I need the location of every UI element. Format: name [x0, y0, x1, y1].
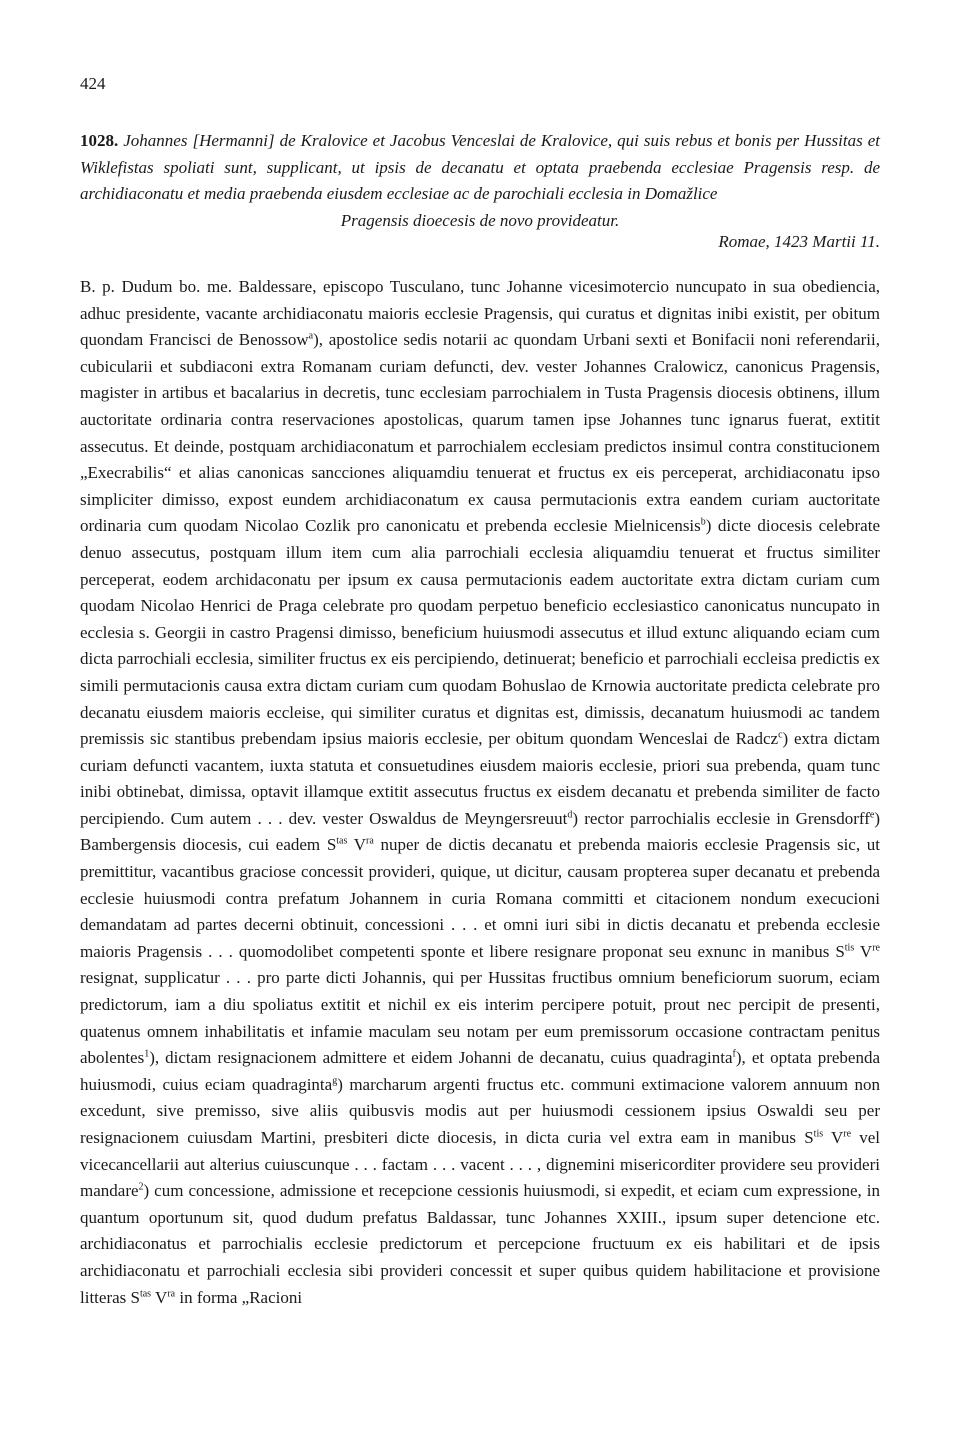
- body-text: ), apostolice sedis notarii ac quondam Urbani sexti et Bonifacii noni referendarii, cubicularii et subdiaconi extra Romanam curiam defuncti, dev. vester Johannes Cralowicz, canonicus Pragensis, magister in artibus et bacalarius in decretis, tunc ecclesiam parrochialem in Tusta Pragensis diocesis obtinens, illum auctoritate ordinaria contra reservaciones apostolicas, quarum tamen ipse Johannes tunc ignarus fuerat, extitit assecutus. Et deinde, postquam archidiaconatum et parrochialem ecclesiam predictos insimul contra constitucionem „Execrabilis“ et alias canonicas sancciones aliquamdiu tenuerat et fructus ex eis perceperat, archidiaconatu ipso simpliciter dimisso, expost eundem archidiaconatum ex causa permutacionis extra eandem curiam auctoritate ordinaria cum quodam Nicolao Cozlik pro canonicatu et prebenda ecclesie Mielnicensis: [80, 330, 880, 536]
- footnote-marker: e: [869, 809, 875, 821]
- footnote-marker: a: [308, 330, 314, 342]
- body-text: ), dictam resignacionem admittere et eidem Johanni de decanatu, cuius quadraginta: [149, 1048, 733, 1068]
- abbreviation-superscript: tas: [336, 835, 348, 847]
- regest-header: [80, 128, 880, 234]
- body-text: B. p. Dudum bo. me. Baldessare, episcopo Tusculano, tunc Johanne vicesimotercio nuncupato in sua obediencia, adhuc presidente, vacante archidiaconatu maioris ecclesie Pragensis, qui curatus et dignitas inibi existit, per obitum quondam Francisci de Benossow: [80, 277, 880, 350]
- abbreviation-superscript: tas: [139, 1287, 152, 1299]
- regest-number: 1028.: [80, 131, 119, 150]
- abbreviation-superscript: tis: [844, 942, 855, 954]
- footnote-marker: g: [332, 1075, 338, 1087]
- body-text: resignat, supplicatur . . . pro parte dicti Johannis, qui per Hussitas fructibus omnium beneficiorum suorum, eciam predictorum, iam a diu spoliatus extitit et nichil ex eis interim percipere potuit, prout nec percipit de presenti, quatenus omnem inhabilitatis et infamie maculam seu notam per eum premissorum occasione contractam penitus abolentes: [80, 968, 880, 1068]
- body-text: ), et optata prebenda huiusmodi, cuius eciam quadraginta: [80, 1048, 881, 1094]
- body-text: ) Bambergensis diocesis, cui eadem S: [80, 808, 880, 855]
- regest-text: Johannes [Hermanni] de Kralovice et Jacobus Venceslai de Kralovice, qui suis rebus et bonis per Hussitas et Wiklefistas spoliati sunt, supplicant, ut ipsis de decanatu et optata praebenda ecclesiae Pragensis resp. de archidiaconatu et media praebenda eiusdem ecclesiae ac de parochiali ecclesia in Domažlice: [80, 131, 880, 203]
- body-text: ) cum concessione, admissione et recepcione cessionis huiusmodi, si expedit, et eciam cum expressione, in quantum oportunum sit, quod dudum prefatus Baldassar, tunc Johannes XXIII., ipsum super detencione etc. archidiaconatus et parrochialis ecclesie predictorum et percepcione fructuum ex eis habilitari et de ipsis archidiaconatu et parrochiali ecclesia sibi provideri concessit et super quibus quidem habilitacione et provisione litteras S: [80, 1181, 880, 1307]
- footnote-marker: c: [778, 729, 783, 741]
- footnote-marker: 1: [144, 1048, 150, 1060]
- footnote-marker: b: [700, 516, 706, 528]
- regest-last-line: Pragensis dioecesis de novo provideatur.: [340, 210, 620, 230]
- abbreviation-superscript: ra: [366, 835, 374, 847]
- abbreviation-superscript: re: [843, 1128, 852, 1140]
- body-text: ) extra dictam curiam defuncti vacantem, iuxta statuta et consuetudines eiusdem maioris ecclesie, priori sua prebenda, quam tunc inibi obtinebat, dimissa, optavit illamque extitit assecutus fructus ex eisdem decanatu et prebenda similiter de facto percipiendo. Cum autem . . . dev. vester Oswaldus de Meyngersreuut: [80, 729, 880, 828]
- abbreviation-superscript: re: [872, 942, 880, 954]
- body-text: V: [347, 835, 367, 855]
- body-text: ) marcharum argenti fructus etc. communi extimacione valorem annuum non excedunt, sive premisso, sive aliis quibusvis modis aut per huiusmodi cessionem ipsius Oswaldi seu per resignacionem cuiusdam Martini, presbiteri dicte diocesis, in dicta curia vel extra eam in manibus S: [80, 1074, 880, 1147]
- body-text: nuper de dictis decanatu et prebenda maioris ecclesie Pragensis sic, ut premittitur, vacantibus graciose concessit provideri, quique, ut dicitur, causam propterea super decanatu et prebenda ecclesie huiusmodi contra prefatum Johannem in curia Romana committi et citacionem nondum execucioni demandatam ad partes decerni obtinuit, concessioni . . . et omni iuri sibi in dictis decanatu et prebenda ecclesie maioris Pragensis . . . quomodolibet competenti sponte et libere resignare proponat seu exnunc in manibus S: [80, 835, 880, 961]
- document-body: [80, 274, 880, 1311]
- body-text: vel vicecancellarii aut alterius cuiuscunque . . . factam . . . vacent . . . , dignemini misericorditer providere seu provideri mandare: [80, 1128, 880, 1201]
- body-text: V: [823, 1128, 844, 1147]
- body-text: ) rector parrochialis ecclesie in Grensdorff: [572, 808, 870, 828]
- footnote-marker: 2: [138, 1181, 144, 1193]
- body-text: V: [151, 1287, 168, 1307]
- body-text: V: [854, 941, 873, 961]
- footnote-marker: f: [732, 1048, 736, 1060]
- page-number: 424: [80, 74, 106, 93]
- body-text: in forma „Racioni: [175, 1287, 303, 1307]
- body-text: ) dicte diocesis celebrate denuo assecutus, postquam illum item cum alia parrochiali ecclesia aliquamdiu tenuerat et fructus similiter perceperat, eodem archidaconatu per ipsum ex causa permutacionis eadem auctoritate extra dictam curiam cum quodam Nicolao Henrici de Praga celebrate pro quodam perpetuo beneficio ecclesiastico canonicatus nuncupato in ecclesia s. Georgii in castro Pragensi dimisso, beneficium huiusmodi assecutus et illud extunc aliquando eciam cum dicta parrochiali ecclesia, similiter fructus ex eis percipiendo, detinuerat; beneficio et parrochiali eccleisa predictis ex simili permutacionis causa extra dictam curiam cum quodam Bohuslao de Krnowia auctoritate predicta celebrate pro decanatu eiusdem maioris eccleise, qui similiter curatus et dignitas est, dimissis, decanatum huiusmodi ac tandem premissis sic stantibus prebendam ipsius maioris ecclesie, per obitum quondam Wenceslai de Radcz: [80, 516, 880, 749]
- abbreviation-superscript: tis: [813, 1128, 824, 1140]
- regest-date: Romae, 1423 Martii 11.: [718, 232, 880, 251]
- footnote-marker: d: [567, 809, 573, 821]
- abbreviation-superscript: ra: [167, 1287, 176, 1299]
